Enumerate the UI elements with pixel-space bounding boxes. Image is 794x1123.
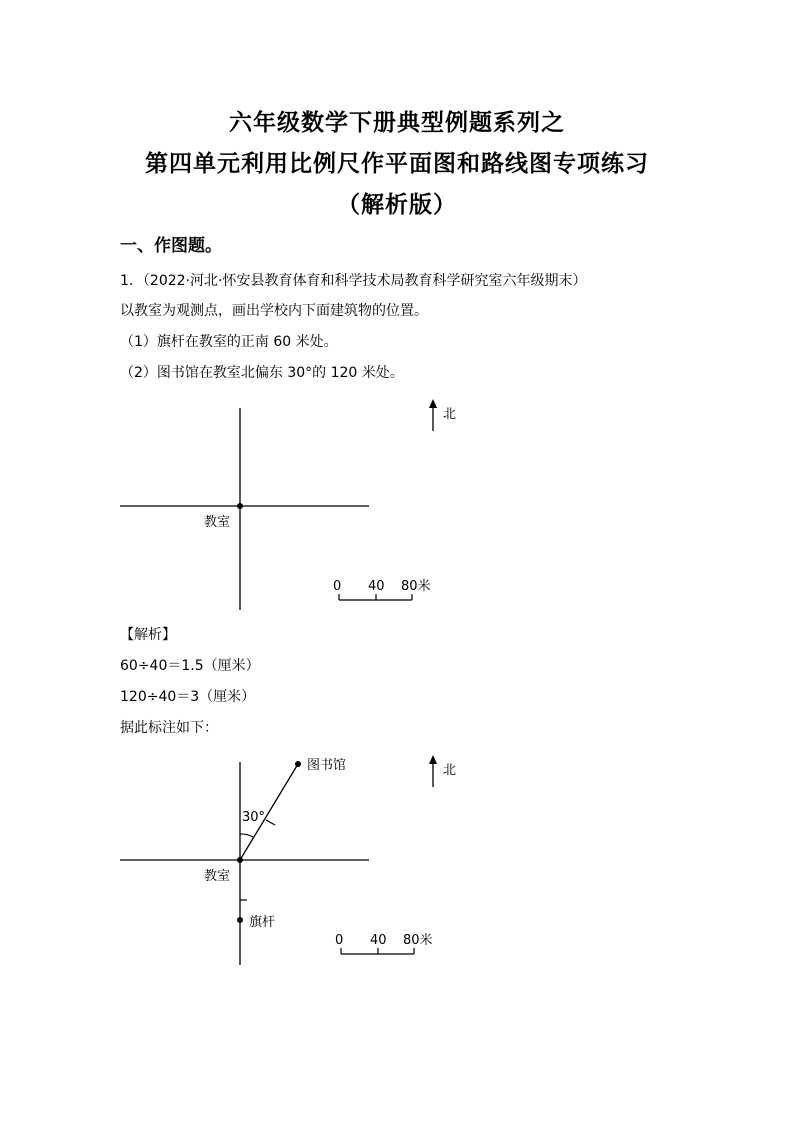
- angle-label: 30°: [242, 810, 266, 825]
- origin-point: [237, 503, 243, 509]
- figure-2: [0, 750, 794, 975]
- origin-label: 教室: [204, 869, 231, 884]
- section-heading: 一、作图题。: [120, 236, 222, 256]
- scale-label-0: 0: [335, 933, 344, 948]
- question-header: [120, 270, 586, 290]
- north-label: 北: [443, 407, 457, 422]
- origin-point: [237, 857, 243, 863]
- scale-label-40: 40: [368, 579, 385, 594]
- library-tick-mark: [266, 820, 275, 825]
- north-arrow-icon: [429, 755, 437, 764]
- scale-label-40: 40: [370, 933, 387, 948]
- flagpole-label: 旗杆: [249, 915, 276, 930]
- figure-1-diagram: [0, 395, 794, 620]
- figure-2-diagram: [0, 750, 794, 975]
- question-number: 1．: [120, 273, 143, 289]
- origin-label: 教室: [204, 515, 231, 530]
- question-source: （2022·河北·怀安县教育体育和科学技术局教育科学研究室六年级期末）: [142, 273, 587, 289]
- analysis-calc-2: 120÷40＝3（厘米）: [120, 689, 256, 705]
- question-part-1: （1）旗杆在教室的正南 60 米处。: [120, 334, 338, 350]
- title-line-2: 第四单元利用比例尺作平面图和路线图专项练习: [145, 151, 649, 177]
- angle-arc: [240, 834, 253, 837]
- library-point: [295, 761, 301, 767]
- library-label: 图书馆: [307, 758, 347, 773]
- title-line-3: （解析版）: [337, 192, 457, 218]
- scale-label-80: 80米: [403, 933, 433, 948]
- analysis-conclusion: 据此标注如下：: [120, 720, 218, 736]
- question-part-2: （2）图书馆在教室北偏东 30°的 120 米处。: [120, 365, 404, 381]
- flagpole-point: [237, 917, 243, 923]
- analysis-calc-1: 60÷40＝1.5（厘米）: [120, 658, 260, 674]
- scale-bar: [339, 594, 412, 600]
- title-line-1: 六年级数学下册典型例题系列之: [229, 110, 565, 136]
- scale-label-0: 0: [333, 579, 342, 594]
- north-arrow-icon: [429, 399, 437, 408]
- north-label: 北: [443, 763, 457, 778]
- scale-label-80: 80米: [401, 579, 431, 594]
- figure-1: [0, 395, 794, 620]
- question-prompt: 以教室为观测点，画出学校内下面建筑物的位置。: [120, 303, 428, 319]
- scale-bar: [341, 948, 414, 954]
- analysis-heading: 【解析】: [120, 627, 176, 643]
